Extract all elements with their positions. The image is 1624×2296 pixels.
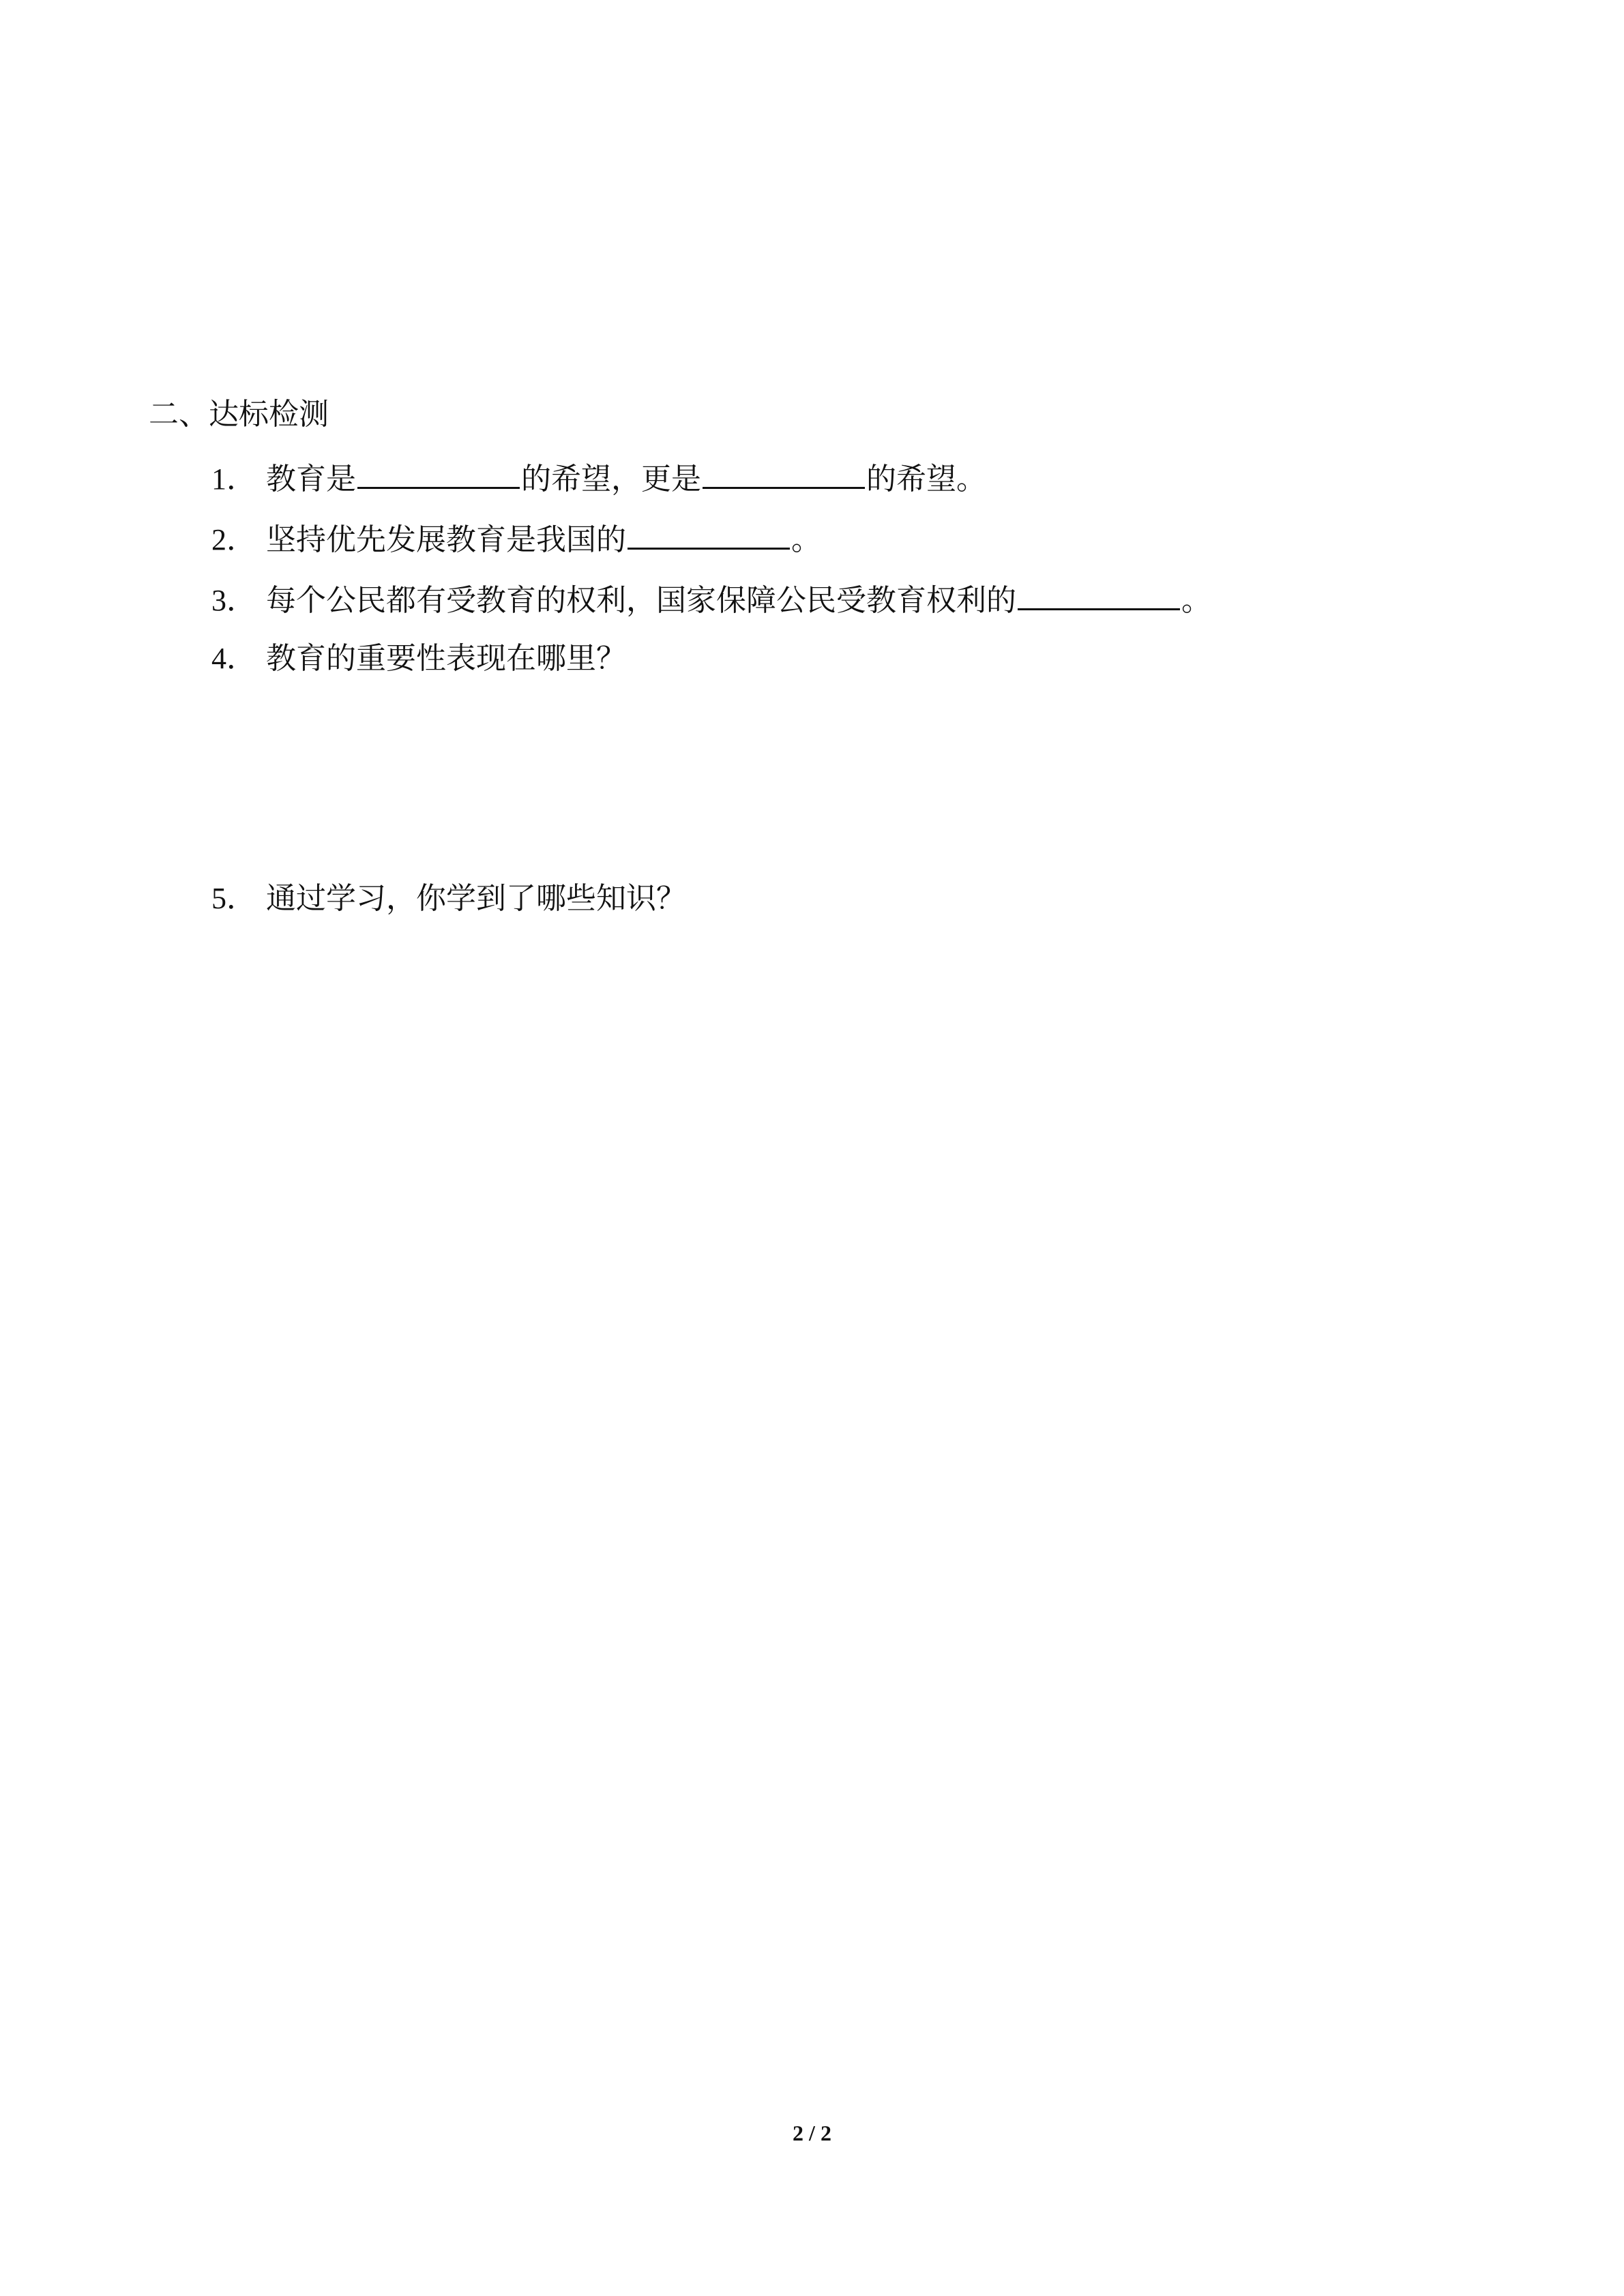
question-number: 3． bbox=[211, 584, 256, 617]
answer-blank[interactable] bbox=[703, 456, 865, 489]
answer-blank[interactable] bbox=[357, 456, 520, 489]
question-text: 。 bbox=[1181, 583, 1211, 618]
section-heading: 二、达标检测 bbox=[149, 397, 329, 432]
question-4 bbox=[211, 638, 626, 679]
question-text: 每个公民都有受教育的权利，国家保障公民受教育权利的 bbox=[266, 583, 1016, 618]
question-text: 坚持优先发展教育是我国的 bbox=[266, 522, 626, 557]
question-text: 教育是 bbox=[266, 462, 356, 496]
answer-blank[interactable] bbox=[1018, 577, 1180, 610]
question-text: 的希望，更是 bbox=[521, 462, 701, 496]
question-1 bbox=[211, 456, 986, 500]
question-3 bbox=[211, 577, 1211, 621]
page-number: 2 / 2 bbox=[793, 2121, 831, 2145]
question-number: 2． bbox=[211, 523, 256, 556]
question-text: 的希望。 bbox=[866, 462, 986, 496]
question-5 bbox=[211, 878, 686, 919]
question-text: 教育的重要性表现在哪里？ bbox=[266, 641, 626, 676]
question-2 bbox=[211, 516, 821, 561]
question-number: 1． bbox=[211, 462, 256, 496]
question-number: 5． bbox=[211, 882, 256, 915]
question-number: 4． bbox=[211, 642, 256, 675]
question-text: 通过学习，你学到了哪些知识？ bbox=[266, 881, 686, 916]
question-text: 。 bbox=[791, 522, 821, 557]
answer-blank[interactable] bbox=[628, 516, 790, 550]
